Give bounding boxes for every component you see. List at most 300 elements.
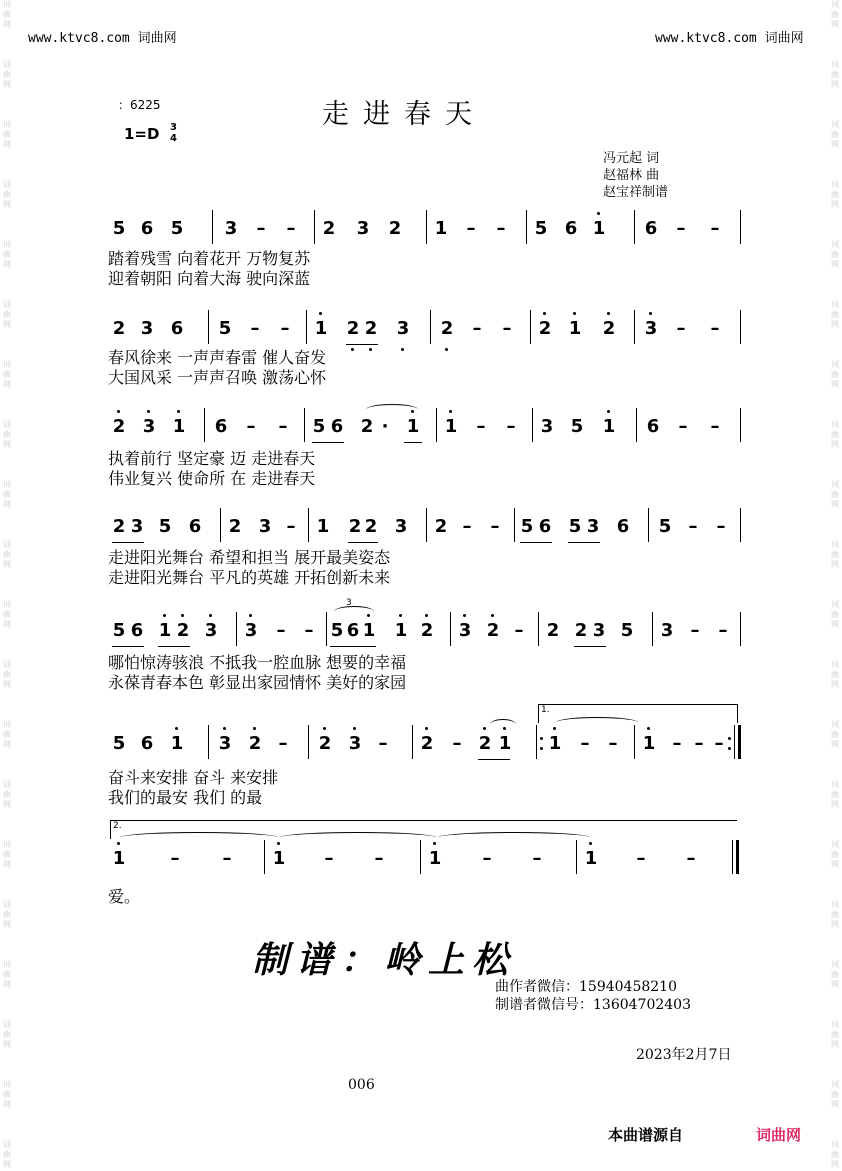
score-note: 2 <box>364 516 378 537</box>
side-watermark-text: 词曲网 <box>831 1020 839 1049</box>
lyric-row-3-verse-2: 伟业复兴 使命所 在 走进春天 <box>108 469 316 488</box>
score-note: – <box>714 733 724 754</box>
lyric-row-5-verse-1: 哪怕惊涛骇浪 不抵我一腔血脉 想要的幸福 <box>108 653 407 672</box>
slur <box>438 832 590 843</box>
score-note: – <box>462 516 472 537</box>
score-note: 2 <box>248 733 262 754</box>
footer-source-brand[interactable]: 词曲网 <box>756 1126 802 1144</box>
score-note: 5 <box>620 620 634 641</box>
score-note: 6 <box>140 733 154 754</box>
side-watermark-text: 词曲网 <box>831 600 839 629</box>
bar-line <box>450 612 451 646</box>
score-note: 1 <box>316 516 330 537</box>
score-note: 3 <box>218 733 232 754</box>
slur <box>556 717 638 728</box>
bar-line <box>536 725 537 759</box>
score-note: 3 <box>142 416 156 437</box>
score-note: 2 <box>318 733 332 754</box>
side-watermark-text: 词曲网 <box>831 420 839 449</box>
bar-line <box>740 310 741 344</box>
bar-line <box>648 508 649 542</box>
key-signature: 1=D <box>124 125 160 143</box>
score-note: 1 <box>584 848 598 869</box>
score-note: – <box>506 416 516 437</box>
contact-block <box>495 978 691 1014</box>
score-note: 1 <box>170 733 184 754</box>
bar-line <box>740 508 741 542</box>
side-watermark-text: 词曲网 <box>3 360 11 389</box>
score-note: 2 <box>434 516 448 537</box>
octave-dot <box>589 842 592 845</box>
bar-line <box>740 408 741 442</box>
slur <box>366 404 418 415</box>
side-watermark-text: 词曲网 <box>3 1140 11 1169</box>
score-note: 3 <box>394 516 408 537</box>
bar-line <box>236 612 237 646</box>
score-note: – <box>672 733 682 754</box>
bar-line <box>212 210 213 244</box>
bar-line <box>220 508 221 542</box>
score-note: 3 <box>540 416 554 437</box>
score-note: – <box>694 733 704 754</box>
score-note: – <box>490 516 500 537</box>
bar-line <box>514 508 515 542</box>
side-watermark-text: 词曲网 <box>3 60 11 89</box>
lyric-row-4-verse-1: 走进阳光舞台 希望和担当 展开最美姿态 <box>108 548 391 567</box>
bar-line <box>426 508 427 542</box>
score-note: – <box>676 318 686 339</box>
score-note: – <box>278 416 288 437</box>
lyric-row-2-verse-2: 大国风采 一声声召唤 激荡心怀 <box>108 368 327 387</box>
slur <box>490 719 516 730</box>
bar-line <box>634 725 635 759</box>
side-watermark-text: 词曲网 <box>3 660 11 689</box>
lyric-row-5-verse-2: 永葆青春本色 彰显出家园情怀 美好的家园 <box>108 673 407 692</box>
score-note: – <box>452 733 462 754</box>
beam-underline <box>520 542 552 543</box>
score-note: – <box>476 416 486 437</box>
bar-line <box>634 310 635 344</box>
score-note: 2 <box>486 620 500 641</box>
score-note: – <box>256 218 266 239</box>
score-note: 3 <box>356 218 370 239</box>
score-note: 3 <box>258 516 272 537</box>
score-note: 2 <box>364 318 378 339</box>
bar-line <box>636 408 637 442</box>
score-note: 1 <box>642 733 656 754</box>
beam-underline <box>330 646 376 647</box>
octave-dot <box>249 614 252 617</box>
score-note: – <box>278 733 288 754</box>
octave-dot <box>597 212 600 215</box>
side-watermark-text: 词曲网 <box>3 540 11 569</box>
octave-dot <box>540 747 543 750</box>
side-watermark-text: 词曲网 <box>3 300 11 329</box>
lyric-row-6-verse-1: 奋斗来安排 奋斗 来安排 <box>108 768 279 787</box>
score-note: – <box>286 218 296 239</box>
score-note: – <box>686 848 696 869</box>
bar-line <box>740 210 741 244</box>
score-note: 5 <box>534 218 548 239</box>
right-watermark-strip <box>828 0 842 1171</box>
transcriber-signature: 制谱：岭上松 <box>252 939 517 981</box>
score-note: – <box>280 318 290 339</box>
score-note: 2 <box>112 318 126 339</box>
beam-underline <box>346 344 378 345</box>
header-site-right[interactable]: www.ktvc8.com 词曲网 <box>655 31 804 46</box>
side-watermark-text: 词曲网 <box>3 960 11 989</box>
octave-dot <box>607 312 610 315</box>
credit-lyricist: 冯元起 词 <box>603 151 660 166</box>
octave-dot <box>483 727 486 730</box>
beam-underline <box>112 542 144 543</box>
side-watermark-text: 词曲网 <box>831 1140 839 1169</box>
lyric-row-3-verse-1: 执着前行 坚定豪 迈 走进春天 <box>108 449 316 468</box>
score-note: 1 <box>444 416 458 437</box>
score-note: 6 <box>538 516 552 537</box>
score-note: 6 <box>130 620 144 641</box>
side-watermark-text: 词曲网 <box>831 900 839 929</box>
score-note: 6 <box>616 516 630 537</box>
time-signature-bottom: 4 <box>170 133 177 144</box>
side-watermark-text: 词曲网 <box>831 780 839 809</box>
side-watermark-text: 词曲网 <box>831 120 839 149</box>
score-note: – <box>608 733 618 754</box>
score-note: 6 <box>346 620 360 641</box>
octave-dot <box>463 614 466 617</box>
bar-line <box>412 725 413 759</box>
bar-line <box>420 840 421 874</box>
score-note: 1 <box>314 318 328 339</box>
score-note: – <box>716 516 726 537</box>
score-note: 2 <box>420 620 434 641</box>
score-note: – <box>502 318 512 339</box>
beam-underline <box>478 759 510 760</box>
bar-line <box>426 210 427 244</box>
slur <box>120 832 278 843</box>
score-note: 3 <box>586 516 600 537</box>
score-note: – <box>304 620 314 641</box>
score-note: 2 <box>322 218 336 239</box>
score-note: – <box>250 318 260 339</box>
octave-dot <box>540 737 543 740</box>
score-note: 1 <box>592 218 606 239</box>
score-note: – <box>170 848 180 869</box>
date: 2023年2月7日 <box>636 1047 732 1063</box>
score-note: 6 <box>188 516 202 537</box>
bar-line <box>326 612 327 646</box>
score-row-5: 5 6 1 2 3 3 – – 3 5 6 1 1 2 3 2 – 2 2 3 5 3 – – <box>108 612 740 656</box>
side-watermark-text: 词曲网 <box>3 720 11 749</box>
side-watermark-text: 词曲网 <box>3 240 11 269</box>
credit-transcriber: 赵宝祥制谱 <box>603 185 669 200</box>
score-note: 3 <box>244 620 258 641</box>
score-note: 6 <box>330 416 344 437</box>
score-note: – <box>710 318 720 339</box>
score-note: – <box>378 733 388 754</box>
score-note: – <box>690 620 700 641</box>
bar-line <box>732 840 733 874</box>
left-watermark-strip <box>0 0 14 1171</box>
score-note: 5 <box>520 516 534 537</box>
bar-line <box>264 840 265 874</box>
score-note: 2 <box>112 516 126 537</box>
score-note: – <box>532 848 542 869</box>
score-note: 3 <box>204 620 218 641</box>
bar-line <box>634 210 635 244</box>
side-watermark-text: 词曲网 <box>831 540 839 569</box>
score-note: 5 <box>570 416 584 437</box>
score-note: 1 <box>272 848 286 869</box>
side-watermark-text: 词曲网 <box>831 180 839 209</box>
bar-line <box>740 612 741 646</box>
score-note: 3 <box>130 516 144 537</box>
octave-dot <box>177 410 180 413</box>
score-note: 5 <box>112 733 126 754</box>
side-watermark-text: 词曲网 <box>3 420 11 449</box>
score-note: 2 <box>602 318 616 339</box>
bar-line <box>576 840 577 874</box>
score-note: – <box>374 848 384 869</box>
side-watermark-text: 词曲网 <box>3 120 11 149</box>
octave-dot <box>573 312 576 315</box>
bar-line <box>306 310 307 344</box>
transcriber-wechat: 制谱者微信号：13604702403 <box>495 997 691 1013</box>
bar-line <box>532 408 533 442</box>
side-watermark-text: 词曲网 <box>831 840 839 869</box>
octave-dot <box>277 842 280 845</box>
score-note: 2 <box>420 733 434 754</box>
beam-underline <box>568 542 600 543</box>
lyric-row-1-verse-2: 迎着朝阳 向着大海 驶向深蓝 <box>108 269 311 288</box>
lyric-ending: 爱。 <box>108 887 141 906</box>
score-note: – <box>580 733 590 754</box>
score-note: 3 <box>592 620 606 641</box>
bar-line <box>430 310 431 344</box>
song-title: 走进春天 <box>322 99 486 130</box>
bar-line <box>538 612 539 646</box>
bar-line <box>736 840 739 874</box>
score-note: – <box>678 416 688 437</box>
score-note: 2 <box>546 620 560 641</box>
score-note: – <box>324 848 334 869</box>
composer-wechat: 曲作者微信：15940458210 <box>495 979 677 995</box>
score-note: 1 <box>548 733 562 754</box>
score-note: 6 <box>564 218 578 239</box>
octave-dot <box>607 410 610 413</box>
score-note: 6 <box>646 416 660 437</box>
score-note: 1 <box>172 416 186 437</box>
octave-dot <box>411 410 414 413</box>
score-row-7 <box>108 840 740 884</box>
score-note: 5 <box>158 516 172 537</box>
side-watermark-text: 词曲网 <box>831 300 839 329</box>
octave-dot <box>163 614 166 617</box>
score-note: 3 <box>660 620 674 641</box>
credit-composer: 赵福林 曲 <box>603 168 660 183</box>
score-note: – <box>496 218 506 239</box>
bar-line <box>204 408 205 442</box>
octave-dot <box>147 410 150 413</box>
octave-dot <box>425 727 428 730</box>
score-note: 2 <box>360 416 374 437</box>
octave-dot <box>319 312 322 315</box>
bar-line <box>314 210 315 244</box>
bar-line <box>738 725 741 759</box>
score-note: 3 <box>458 620 472 641</box>
score-note: – <box>688 516 698 537</box>
octave-dot <box>491 614 494 617</box>
side-watermark-text: 词曲网 <box>3 1020 11 1049</box>
volta-2-label: 2. <box>113 821 122 831</box>
lyric-row-4-verse-2: 走进阳光舞台 平凡的英雄 开拓创新未来 <box>108 568 391 587</box>
score-note: 2 <box>176 620 190 641</box>
bar-line <box>308 508 309 542</box>
octave-dot <box>253 727 256 730</box>
score-note: – <box>710 416 720 437</box>
score-note: 3 <box>396 318 410 339</box>
song-number: ：6225 <box>118 98 161 112</box>
score-note: 5 <box>112 218 126 239</box>
side-watermark-text: 词曲网 <box>831 360 839 389</box>
octave-dot <box>223 727 226 730</box>
score-note: – <box>472 318 482 339</box>
octave-dot <box>728 747 731 750</box>
time-signature-top: 3 <box>170 122 177 133</box>
score-note: 1 <box>568 318 582 339</box>
octave-dot <box>323 727 326 730</box>
side-watermark-text: 词曲网 <box>831 60 839 89</box>
beam-underline <box>158 646 190 647</box>
score-note: 6 <box>140 218 154 239</box>
score-note: 6 <box>644 218 658 239</box>
score-note: 5 <box>568 516 582 537</box>
score-note: – <box>286 516 296 537</box>
octave-dot <box>649 312 652 315</box>
score-note: 5 <box>218 318 232 339</box>
beam-underline <box>312 442 344 443</box>
score-note: 2 <box>538 318 552 339</box>
score-note: 1 <box>112 848 126 869</box>
score-note: 6 <box>170 318 184 339</box>
score-note: 1 <box>362 620 376 641</box>
score-row-6 <box>108 725 740 769</box>
side-watermark-text: 词曲网 <box>3 780 11 809</box>
score-note: 1 <box>428 848 442 869</box>
side-watermark-text: 词曲网 <box>831 240 839 269</box>
score-note: 1 <box>498 733 512 754</box>
score-note: 5 <box>658 516 672 537</box>
side-watermark-text: 词曲网 <box>831 960 839 989</box>
score-note: 3 <box>644 318 658 339</box>
beam-underline <box>348 542 378 543</box>
side-watermark-text: 词曲网 <box>3 600 11 629</box>
score-note: – <box>718 620 728 641</box>
beam-underline <box>574 646 606 647</box>
score-note: 2 <box>228 516 242 537</box>
footer-source-label: 本曲谱源自 <box>608 1126 684 1144</box>
bar-line <box>308 725 309 759</box>
bar-line <box>436 408 437 442</box>
score-note: 3 <box>348 733 362 754</box>
score-note: 2 <box>112 416 126 437</box>
score-note: – <box>222 848 232 869</box>
octave-dot <box>425 614 428 617</box>
bar-line <box>652 612 653 646</box>
score-note: 2 <box>478 733 492 754</box>
slur <box>280 832 436 843</box>
score-note: 1 <box>602 416 616 437</box>
score-note: 5 <box>112 620 126 641</box>
lyric-row-1-verse-1: 踏着残雪 向着花开 万物复苏 <box>108 249 311 268</box>
side-watermark-text: 词曲网 <box>831 480 839 509</box>
bar-line <box>530 310 531 344</box>
credits-block <box>603 150 668 201</box>
beam-underline <box>112 646 144 647</box>
side-watermark-text: 词曲网 <box>3 180 11 209</box>
score-note: – <box>636 848 646 869</box>
side-watermark-text: 词曲网 <box>3 1080 11 1109</box>
side-watermark-text: 词曲网 <box>831 720 839 749</box>
score-note: – <box>514 620 524 641</box>
score-note: 2 <box>388 218 402 239</box>
score-note: – <box>466 218 476 239</box>
octave-dot <box>449 410 452 413</box>
octave-dot <box>543 312 546 315</box>
bar-line <box>526 210 527 244</box>
side-watermark-text: 词曲网 <box>831 660 839 689</box>
page-number: 006 <box>348 1077 375 1093</box>
bar-line <box>304 408 305 442</box>
octave-dot <box>181 614 184 617</box>
side-watermark-text: 词曲网 <box>3 900 11 929</box>
octave-dot <box>445 348 448 351</box>
score-note: – <box>710 218 720 239</box>
octave-dot <box>117 410 120 413</box>
score-note: – <box>246 416 256 437</box>
octave-dot <box>369 348 372 351</box>
octave-dot <box>647 727 650 730</box>
side-watermark-text: 词曲网 <box>831 0 839 29</box>
octave-dot <box>367 614 370 617</box>
octave-dot <box>433 842 436 845</box>
score-note: – <box>482 848 492 869</box>
score-note: 1 <box>434 218 448 239</box>
side-watermark-text: 词曲网 <box>3 480 11 509</box>
beam-underline <box>404 442 422 443</box>
score-note: 1 <box>394 620 408 641</box>
bar-line <box>734 725 735 759</box>
score-note: 1 <box>406 416 420 437</box>
score-note: 3 <box>224 218 238 239</box>
octave-dot <box>399 614 402 617</box>
time-signature <box>170 122 177 144</box>
score-note: 5 <box>170 218 184 239</box>
score-note: 2 <box>440 318 454 339</box>
score-note: 5 <box>312 416 326 437</box>
octave-dot <box>728 737 731 740</box>
score-note: 2 <box>348 516 362 537</box>
octave-dot <box>175 727 178 730</box>
score-note: – <box>276 620 286 641</box>
score-note: 2 <box>574 620 588 641</box>
octave-dot <box>353 727 356 730</box>
lyric-row-2-verse-1: 春风徐来 一声声春雷 催人奋发 <box>108 348 327 367</box>
score-note: 1 <box>158 620 172 641</box>
octave-dot <box>209 614 212 617</box>
score-note: · <box>381 416 389 437</box>
header-site-left[interactable]: www.ktvc8.com 词曲网 <box>28 31 177 46</box>
